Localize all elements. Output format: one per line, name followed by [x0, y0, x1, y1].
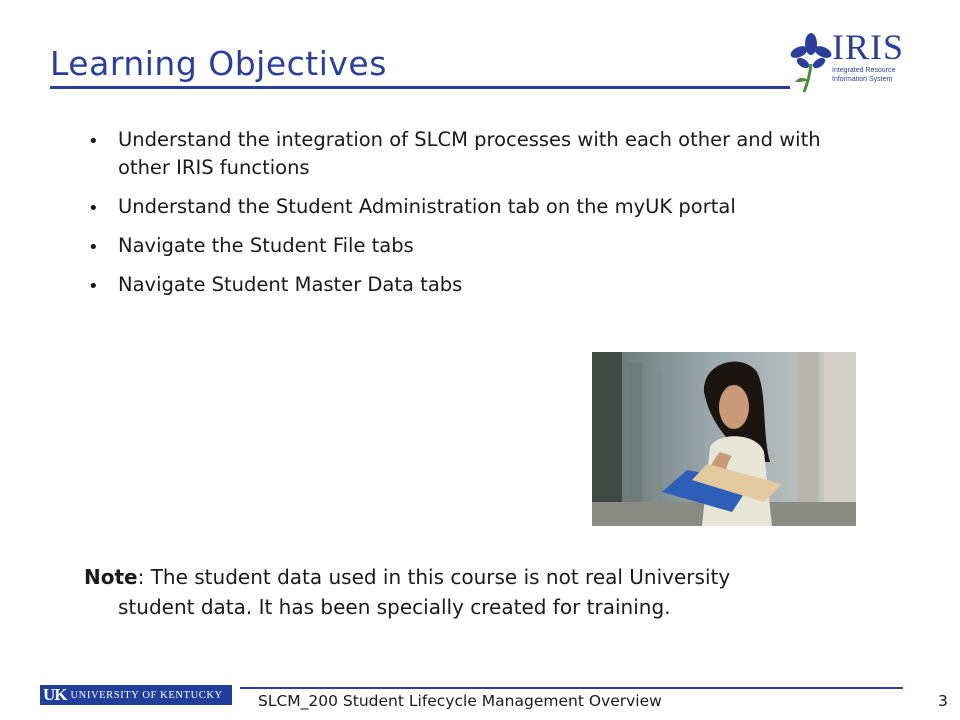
- objective-item: [88, 271, 868, 299]
- objective-item: [88, 232, 868, 260]
- objective-text: Understand the Student Administration tab on the myUK portal: [118, 195, 736, 218]
- note-text-line1: : The student data used in this course is not real University: [137, 565, 731, 589]
- bullet-icon: •: [88, 237, 99, 258]
- note-paragraph: [84, 562, 864, 622]
- iris-flower-icon: [790, 30, 832, 94]
- objective-text: Navigate the Student File tabs: [118, 234, 414, 257]
- objective-text: Understand the integration of SLCM processes with each other and with other IRIS functions: [118, 128, 821, 179]
- objective-text: Navigate Student Master Data tabs: [118, 273, 463, 296]
- uk-wordmark: UNIVERSITY OF KENTUCKY: [70, 689, 223, 701]
- student-reading-photo: [592, 352, 856, 526]
- university-of-kentucky-logo: [40, 685, 232, 705]
- title-underline: [50, 86, 790, 89]
- slide-title: Learning Objectives: [50, 44, 387, 83]
- objectives-list: [88, 126, 868, 310]
- bullet-icon: •: [88, 198, 99, 219]
- note-label: Note: [84, 565, 138, 589]
- bullet-icon: •: [88, 131, 99, 152]
- note-text-line2: student data. It has been specially created for training.: [118, 595, 671, 619]
- footer-rule: [240, 687, 903, 689]
- iris-logo: [790, 26, 905, 94]
- logo-wordmark: IRIS: [832, 27, 905, 67]
- photo-illustration: [592, 352, 856, 526]
- objective-item: [88, 193, 868, 221]
- logo-subtitle: Integrated Resource Information System: [832, 67, 896, 83]
- page-number: 3: [938, 692, 948, 710]
- objective-item: [88, 126, 868, 182]
- uk-mark: UK: [43, 685, 67, 704]
- footer-course-title: SLCM_200 Student Lifecycle Management Overview: [258, 692, 662, 710]
- bullet-icon: •: [88, 276, 99, 297]
